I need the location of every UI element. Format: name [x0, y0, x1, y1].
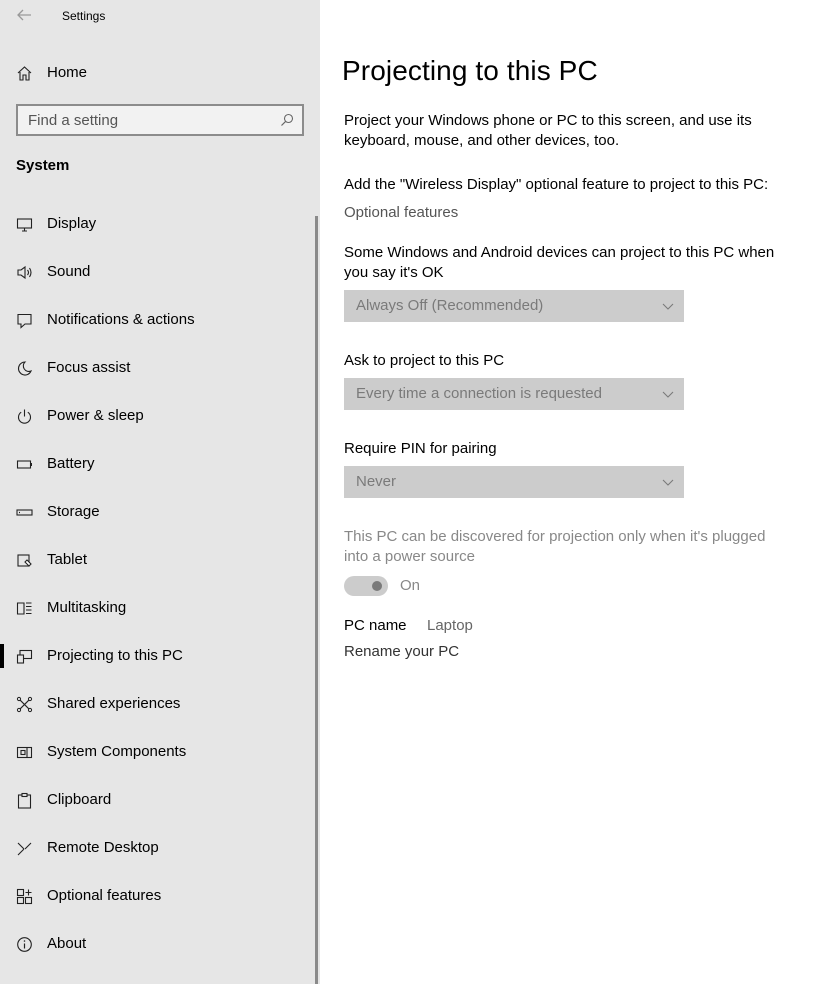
home-icon — [16, 65, 33, 82]
main-content — [320, 0, 822, 984]
sidebar-item-projecting-to-this-pc[interactable] — [0, 634, 315, 678]
power-source-toggle[interactable] — [344, 576, 388, 596]
sidebar-item-label: Focus assist — [47, 359, 131, 376]
sidebar-item-power-sleep[interactable] — [0, 394, 315, 438]
app-title: Settings — [62, 9, 106, 23]
selection-indicator — [0, 644, 4, 668]
tablet-icon — [16, 552, 33, 569]
sidebar-item-focus-assist[interactable] — [0, 346, 315, 390]
sound-icon — [16, 264, 33, 281]
search-icon[interactable] — [280, 113, 294, 127]
sidebar-item-display[interactable] — [0, 202, 315, 246]
optional-features-link[interactable]: Optional features — [344, 204, 459, 221]
sidebar-item-label: Battery — [47, 455, 95, 472]
sidebar-item-system-components[interactable] — [0, 730, 315, 774]
search-box[interactable] — [16, 104, 304, 136]
optional-features-icon — [16, 888, 33, 905]
toggle-knob — [372, 581, 382, 591]
dropdown-value: Every time a connection is requested — [356, 385, 602, 402]
sidebar-item-clipboard[interactable] — [0, 778, 315, 822]
sidebar-item-label: Remote Desktop — [47, 839, 159, 856]
chevron-down-icon — [662, 476, 674, 488]
sidebar-item-label: About — [47, 935, 87, 952]
search-input[interactable] — [28, 111, 268, 129]
notifications-icon — [16, 312, 33, 329]
ask-to-project-dropdown[interactable] — [344, 378, 684, 410]
dropdown-value: Never — [356, 473, 397, 490]
info-icon — [16, 936, 33, 953]
require-pin-dropdown[interactable] — [344, 466, 684, 498]
display-icon — [16, 216, 33, 233]
devices-text: Some Windows and Android devices can project to this PC when you say it's OK — [344, 244, 775, 281]
rename-pc-link[interactable]: Rename your PC — [344, 643, 460, 660]
section-title: System — [16, 157, 70, 174]
sidebar-item-label: Optional features — [47, 887, 162, 904]
title-bar — [0, 0, 320, 32]
multitasking-icon — [16, 600, 33, 617]
sidebar-item-label: Home — [47, 64, 88, 81]
sidebar-item-home[interactable] — [0, 56, 315, 100]
sidebar-item-label: Storage — [47, 503, 100, 520]
sidebar — [0, 0, 320, 984]
sidebar-item-about[interactable] — [0, 922, 315, 966]
sidebar-item-optional-features[interactable] — [0, 874, 315, 918]
sidebar-item-multitasking[interactable] — [0, 586, 315, 630]
clipboard-icon — [16, 792, 33, 809]
sidebar-item-label: System Components — [47, 743, 187, 760]
back-button[interactable] — [13, 4, 35, 26]
ask-label: Ask to project to this PC — [344, 352, 505, 369]
scrollbar[interactable] — [315, 216, 318, 984]
remote-desktop-icon — [16, 840, 33, 857]
sidebar-item-label: Tablet — [47, 551, 88, 568]
pin-label: Require PIN for pairing — [344, 440, 497, 457]
sidebar-item-tablet[interactable] — [0, 538, 315, 582]
chevron-down-icon — [662, 388, 674, 400]
sidebar-item-label: Power & sleep — [47, 407, 144, 424]
sidebar-item-notifications-actions[interactable] — [0, 298, 315, 342]
sidebar-item-battery[interactable] — [0, 442, 315, 486]
sidebar-item-shared-experiences[interactable] — [0, 682, 315, 726]
sidebar-item-label: Multitasking — [47, 599, 127, 616]
storage-icon — [16, 504, 33, 521]
pc-name-value: Laptop — [427, 617, 473, 634]
pc-name-label: PC name — [344, 617, 407, 634]
toggle-label: On — [400, 577, 421, 594]
sidebar-item-label: Sound — [47, 263, 91, 280]
back-arrow-icon — [13, 4, 35, 26]
sidebar-item-label: Display — [47, 215, 97, 232]
sidebar-item-storage[interactable] — [0, 490, 315, 534]
sidebar-item-sound[interactable] — [0, 250, 315, 294]
moon-icon — [16, 360, 33, 377]
page-title: Projecting to this PC — [342, 55, 598, 86]
battery-icon — [16, 456, 33, 473]
wireless-display-text: Add the "Wireless Display" optional feature to project to this PC: — [344, 176, 769, 193]
project-availability-dropdown[interactable] — [344, 290, 684, 322]
projecting-icon — [16, 648, 33, 665]
sidebar-item-remote-desktop[interactable] — [0, 826, 315, 870]
dropdown-value: Always Off (Recommended) — [356, 297, 544, 314]
sidebar-item-label: Projecting to this PC — [47, 647, 183, 664]
sidebar-item-label: Clipboard — [47, 791, 112, 808]
power-icon — [16, 408, 33, 425]
sidebar-item-label: Shared experiences — [47, 695, 181, 712]
discovery-text: This PC can be discovered for projection only when it's plugged into a power source — [344, 528, 766, 565]
intro-text: Project your Windows phone or PC to this screen, and use its keyboard, mouse, and other devices, too. — [344, 112, 752, 149]
sidebar-item-label: Notifications & actions — [47, 311, 195, 328]
chevron-down-icon — [662, 300, 674, 312]
shared-experiences-icon — [16, 696, 33, 713]
system-components-icon — [16, 744, 33, 761]
